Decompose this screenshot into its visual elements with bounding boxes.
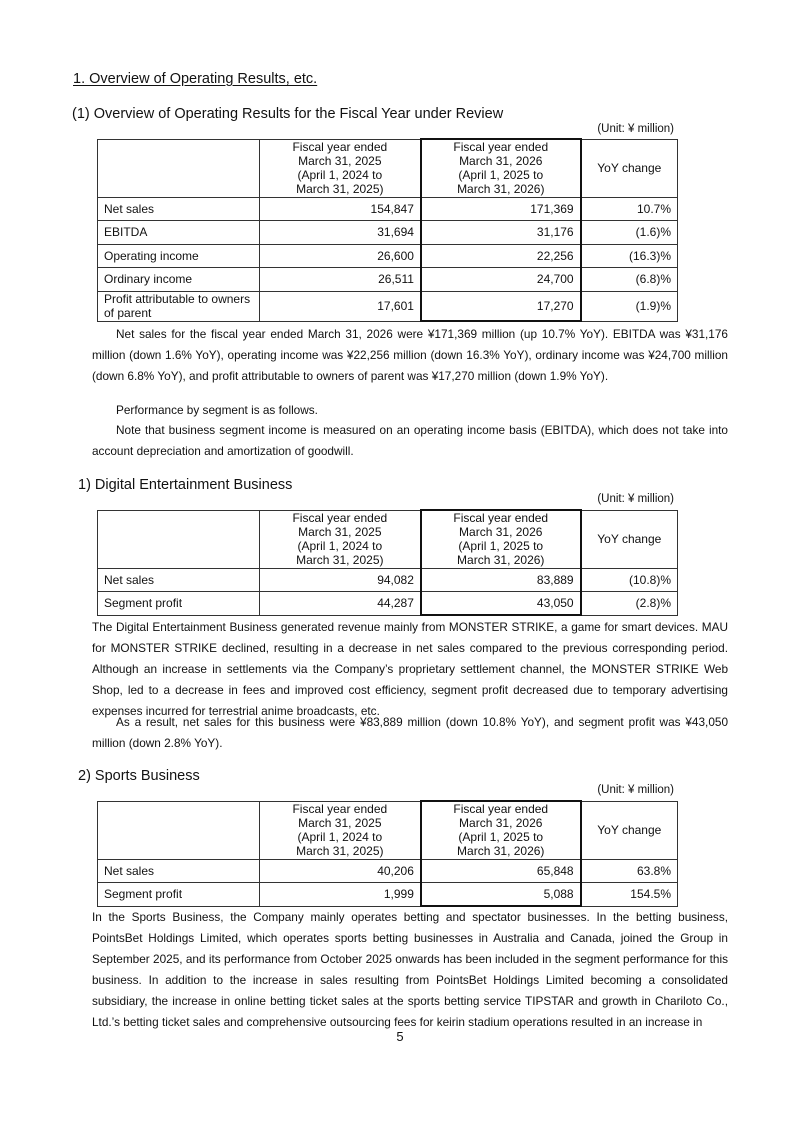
row-label: Segment profit [98, 591, 260, 615]
row-label: Net sales [98, 859, 260, 882]
table-row [98, 267, 678, 291]
page-number: 5 [396, 1029, 404, 1044]
prev-value: 26,600 [259, 244, 421, 267]
table-row [98, 197, 678, 220]
header-curr-year: Fiscal year ended March 31, 2026 (April 1, 2025 to March 31, 2026) [421, 801, 581, 859]
segment-intro: Performance by segment is as follows. [116, 403, 318, 417]
subsection-title: (1) Overview of Operating Results for the Fiscal Year under Review [72, 106, 504, 122]
prev-value: 154,847 [259, 197, 421, 220]
yoy-value: 10.7% [581, 197, 678, 220]
yoy-value: (16.3)% [581, 244, 678, 267]
curr-value: 83,889 [421, 568, 581, 591]
digital-title: 1) Digital Entertainment Business [78, 477, 293, 493]
yoy-value: (6.8)% [581, 267, 678, 291]
prev-value: 44,287 [259, 591, 421, 615]
table-row [98, 859, 678, 882]
header-prev-year: Fiscal year ended March 31, 2025 (April 1, 2024 to March 31, 2025) [259, 801, 421, 859]
table-row [98, 244, 678, 267]
header-curr-year: Fiscal year ended March 31, 2026 (April 1, 2025 to March 31, 2026) [421, 510, 581, 568]
header-yoy: YoY change [581, 139, 678, 197]
unit-label: (Unit: ¥ million) [597, 784, 674, 796]
table-header-row [98, 510, 678, 568]
overview-table [97, 138, 678, 322]
curr-value: 31,176 [421, 220, 581, 244]
row-label: EBITDA [98, 220, 260, 244]
prev-value: 94,082 [259, 568, 421, 591]
table-header-row [98, 139, 678, 197]
curr-value: 22,256 [421, 244, 581, 267]
header-prev-year: Fiscal year ended March 31, 2025 (April 1, 2024 to March 31, 2025) [259, 510, 421, 568]
prev-value: 26,511 [259, 267, 421, 291]
segment-note: Note that business segment income is measured on an operating income basis (EBITDA), which does not take into account depreciation and amortization of goodwill. [92, 423, 728, 458]
header-yoy: YoY change [581, 801, 678, 859]
header-blank-cell [98, 510, 260, 568]
yoy-value: (2.8)% [581, 591, 678, 615]
curr-value: 24,700 [421, 267, 581, 291]
digital-paragraph-1: The Digital Entertainment Business generated revenue mainly from MONSTER STRIKE, a game for smart devices. MAU for MONSTER STRIKE declined, resulting in a decrease in net sales compared to the previous corresponding period. Although an increase in settlements via the Company’s proprietary settlement channel, the MONSTER STRIKE Web Shop, led to a decrease in fees and improved cost efficiency, segment profit decreased due to temporary advertising expenses incurred for terrestrial anime broadcasts, etc. [92, 620, 728, 718]
digital-paragraph-2: As a result, net sales for this business were ¥83,889 million (down 10.8% YoY), and segment profit was ¥43,050 million (down 2.8% YoY). [92, 715, 728, 750]
table-row [98, 220, 678, 244]
table-header-row [98, 801, 678, 859]
sports-paragraph-1: In the Sports Business, the Company mainly operates betting and spectator businesses. In the betting business, PointsBet Holdings Limited, which operates sports betting businesses in Australia and Canada, joined the Group in September 2025, and its performance from October 2025 onwards has been included in the segment performance for this business. In addition to the increase in sales resulting from PointsBet Holdings Limited becoming a consolidated subsidiary, the increase in online betting ticket sales at the sports betting service TIPSTAR and growth in Chariloto Co., Ltd.’s betting ticket sales and comprehensive outsourcing fees for keirin stadium operations resulted in an increase in [92, 910, 728, 1029]
section-title: 1. Overview of Operating Results, etc. [73, 71, 318, 87]
curr-value: 171,369 [421, 197, 581, 220]
curr-value: 65,848 [421, 859, 581, 882]
unit-label: (Unit: ¥ million) [597, 123, 674, 135]
unit-label: (Unit: ¥ million) [597, 493, 674, 505]
header-yoy: YoY change [581, 510, 678, 568]
prev-value: 40,206 [259, 859, 421, 882]
prev-value: 1,999 [259, 882, 421, 906]
curr-value: 17,270 [421, 291, 581, 321]
sports-table [97, 800, 678, 907]
yoy-value: 63.8% [581, 859, 678, 882]
yoy-value: 154.5% [581, 882, 678, 906]
row-label: Net sales [98, 197, 260, 220]
table-row [98, 591, 678, 615]
table-row [98, 882, 678, 906]
header-blank-cell [98, 801, 260, 859]
overview-paragraph: Net sales for the fiscal year ended March 31, 2026 were ¥171,369 million (up 10.7% YoY). EBITDA was ¥31,176 million (down 1.6% YoY), operating income was ¥22,256 million (down 16.3% YoY), ordinary income was ¥24,700 million (down 6.8% YoY), and profit attributable to owners of parent was ¥17,270 million (down 1.9% YoY). [92, 327, 728, 383]
yoy-value: (1.9)% [581, 291, 678, 321]
curr-value: 5,088 [421, 882, 581, 906]
row-label: Operating income [98, 244, 260, 267]
header-curr-year: Fiscal year ended March 31, 2026 (April 1, 2025 to March 31, 2026) [421, 139, 581, 197]
row-label: Ordinary income [98, 267, 260, 291]
header-blank-cell [98, 139, 260, 197]
table-row [98, 568, 678, 591]
table-row [98, 291, 678, 321]
sports-title: 2) Sports Business [78, 768, 200, 784]
header-prev-year: Fiscal year ended March 31, 2025 (April 1, 2024 to March 31, 2025) [259, 139, 421, 197]
digital-table [97, 509, 678, 616]
yoy-value: (10.8)% [581, 568, 678, 591]
yoy-value: (1.6)% [581, 220, 678, 244]
row-label: Net sales [98, 568, 260, 591]
prev-value: 17,601 [259, 291, 421, 321]
curr-value: 43,050 [421, 591, 581, 615]
row-label: Segment profit [98, 882, 260, 906]
row-label: Profit attributable to owners of parent [98, 291, 260, 321]
prev-value: 31,694 [259, 220, 421, 244]
